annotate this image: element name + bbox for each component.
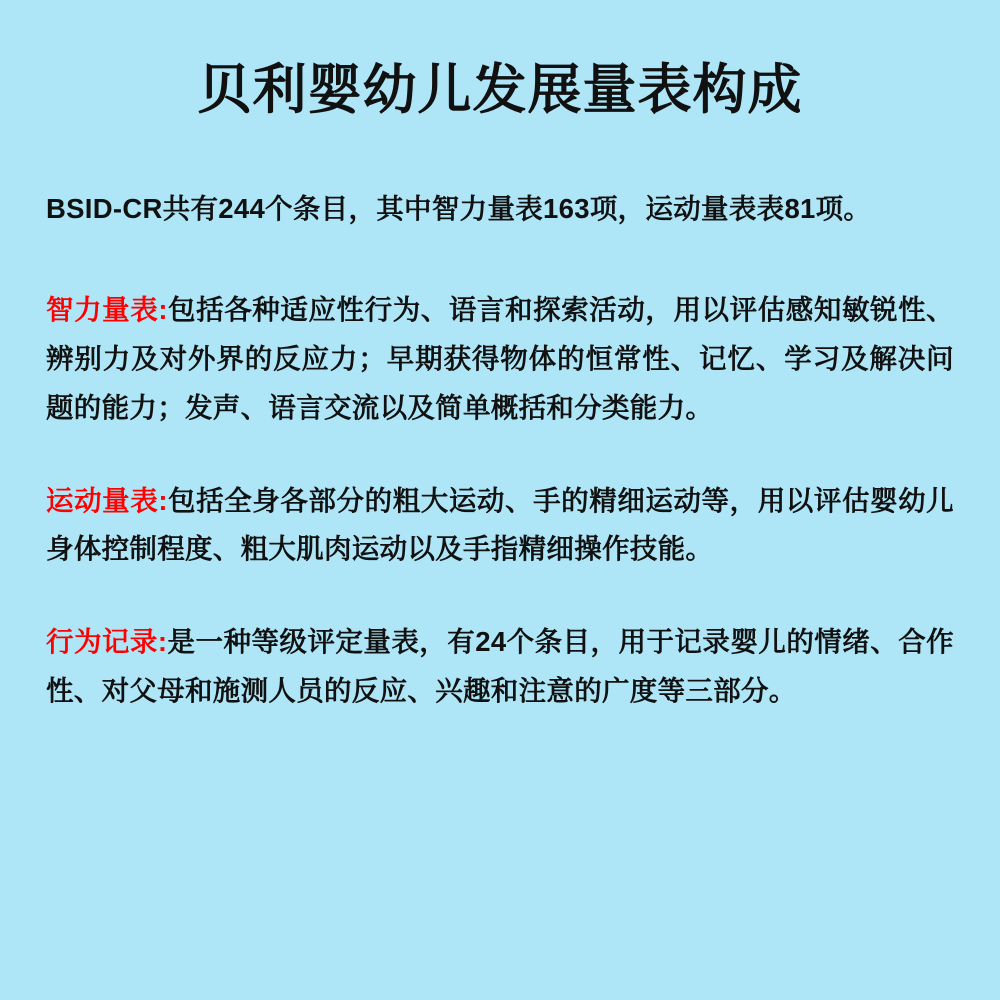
slide-body bbox=[46, 185, 954, 881]
paragraph-summary bbox=[46, 185, 954, 234]
paragraph-behavior-record-text: 是一种等级评定量表，有24个条目，用于记录婴儿的情绪、合作性、对父母和施测人员的反应、兴趣和注意的广度等三部分。 bbox=[46, 626, 954, 707]
label-behavior-record: 行为记录: bbox=[46, 626, 168, 658]
paragraph-motor-scale-text: 包括全身各部分的粗大运动、手的精细运动等，用以评估婴幼儿身体控制程度、粗大肌肉运动以及手指精细操作技能。 bbox=[46, 484, 954, 565]
label-mental-scale: 智力量表: bbox=[46, 293, 168, 325]
paragraph-behavior-record bbox=[46, 618, 954, 716]
paragraph-summary-text: BSID-CR共有244个条目，其中智力量表163项，运动量表表81项。 bbox=[46, 192, 872, 224]
label-motor-scale: 运动量表: bbox=[46, 484, 168, 516]
paragraph-motor-scale bbox=[46, 477, 954, 575]
page-title: 贝利婴幼儿发展量表构成 bbox=[197, 60, 803, 120]
paragraph-mental-scale bbox=[46, 286, 954, 433]
bottom-spacer bbox=[46, 760, 954, 880]
paragraph-mental-scale-text: 包括各种适应性行为、语言和探索活动，用以评估感知敏锐性、辨别力及对外界的反应力；早期获得物体的恒常性、记忆、学习及解决问题的能力；发声、语言交流以及简单概括和分类能力。 bbox=[46, 293, 954, 423]
